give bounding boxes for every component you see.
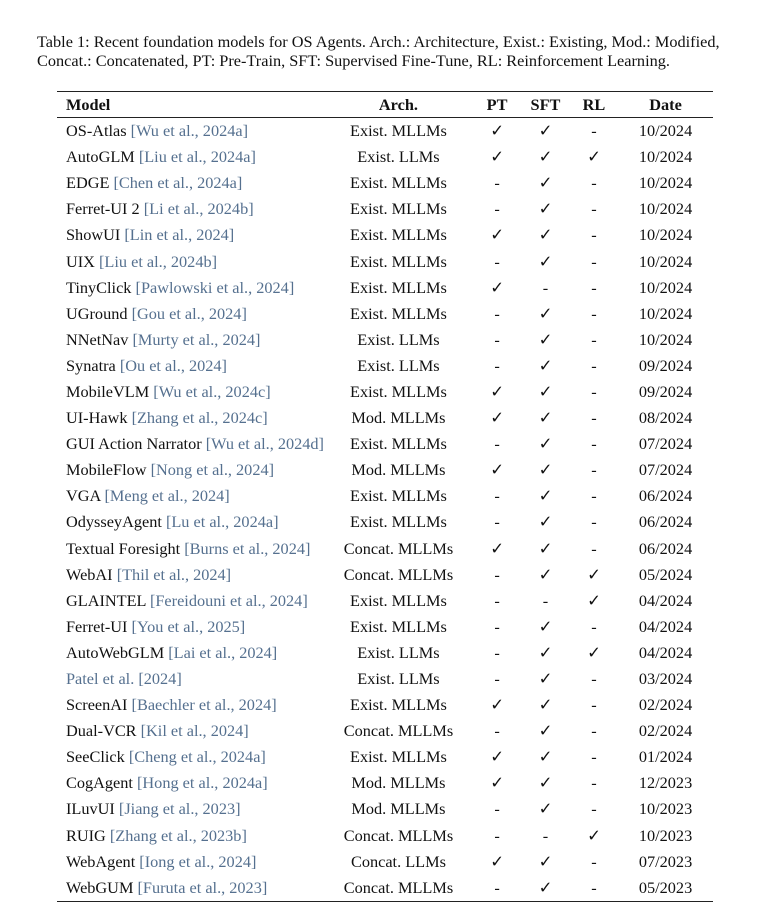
date-cell: 10/2024 [638,329,693,349]
model-cell [57,823,324,849]
header-arch: Arch. [378,94,418,114]
model-cell [57,640,324,666]
citation-link[interactable]: [Murty et al., 2024] [132,329,261,349]
pt-cell: - [494,669,500,689]
table-row [57,692,713,718]
sft-cell: ✓ [538,173,553,193]
sft-cell: ✓ [538,877,553,897]
model-cell [57,483,324,509]
rl-cell: - [591,877,597,897]
date-cell: 02/2024 [638,695,693,715]
rl-cell: - [591,773,597,793]
table-row [57,614,713,640]
model-name: GUI Action Narrator [66,434,206,454]
arch-cell: Exist. MLLMs [350,695,447,715]
pt-cell: ✓ [490,695,504,715]
pt-cell: ✓ [490,460,504,480]
model-name: WebAgent [66,851,140,871]
sft-cell: ✓ [538,303,553,323]
table-row [57,379,713,405]
table-caption: Table 1: Recent foundation models for OS Agents. Arch.: Architecture, Exist.: Existing, Mod.: Modified, Concat.: Concatenated, PT: Pre-Train, SFT: Supervised Fine-Tune, RL: Reinforcement Learning. [37,32,720,70]
header-date: Date [649,94,682,114]
rl-cell: ✓ [587,590,601,610]
citation-link[interactable]: [Pawlowski et al., 2024] [135,277,295,297]
citation-link[interactable]: [Lu et al., 2024a] [165,512,279,532]
sft-cell: ✓ [538,564,553,584]
table-row [57,222,713,248]
pt-cell: - [494,877,500,897]
model-cell [57,744,324,770]
citation-link[interactable]: [Meng et al., 2024] [104,486,230,506]
table-row [57,744,713,770]
rl-cell: ✓ [587,147,601,167]
pt-cell: ✓ [490,747,504,767]
rl-cell: - [591,747,597,767]
header-pt: PT [486,94,508,114]
citation-link[interactable]: [Burns et al., 2024] [184,538,311,558]
table-row [57,327,713,353]
pt-cell: ✓ [490,381,504,401]
table-row [57,770,713,796]
arch-cell: Exist. LLMs [357,147,440,167]
sft-cell: ✓ [538,799,553,819]
citation-link[interactable]: [Li et al., 2024b] [143,199,254,219]
table-row [57,301,713,327]
table-row [57,118,713,145]
date-cell: 10/2023 [638,799,693,819]
sft-cell: - [542,825,549,845]
arch-cell: Exist. MLLMs [350,616,447,636]
model-cell [57,170,324,196]
model-cell [57,431,324,457]
pt-cell: ✓ [490,147,504,167]
model-name: OS-Atlas [66,121,131,141]
model-cell [57,327,324,353]
date-cell: 09/2024 [638,381,693,401]
rl-cell: - [591,799,597,819]
date-cell: 06/2024 [638,538,693,558]
model-cell [57,248,324,274]
rl-cell: - [591,538,597,558]
pt-cell: - [494,799,500,819]
sft-cell: ✓ [538,251,553,271]
model-name: AutoWebGLM [66,642,169,662]
table-row [57,405,713,431]
sft-cell: - [542,277,549,297]
pt-cell: ✓ [490,851,504,871]
arch-cell: Exist. MLLMs [350,434,447,454]
rl-cell: - [591,851,597,871]
citation-link[interactable]: [Chen et al., 2024a] [113,173,243,193]
model-cell [57,796,324,822]
citation-link[interactable]: [Hong et al., 2024a] [137,773,268,793]
model-cell [57,196,324,222]
rl-cell: - [591,434,597,454]
citation-link[interactable]: [Liu et al., 2024b] [99,251,218,271]
pt-cell: - [494,434,500,454]
date-cell: 03/2024 [638,669,693,689]
table-row [57,536,713,562]
date-cell: 06/2024 [638,486,693,506]
rl-cell: - [591,460,597,480]
pt-cell: - [494,616,500,636]
rl-cell: - [591,721,597,741]
model-name: MobileFlow [66,460,151,480]
citation-link[interactable]: [Kil et al., 2024] [140,721,249,741]
table-row [57,666,713,692]
model-cell [57,222,324,248]
sft-cell: ✓ [538,381,553,401]
model-cell [57,614,324,640]
date-cell: 01/2024 [638,747,693,767]
arch-cell: Exist. MLLMs [350,486,447,506]
citation-link[interactable]: [Iong et al., 2024] [139,851,257,871]
sft-cell: ✓ [538,669,553,689]
citation-link[interactable]: [Baechler et al., 2024] [131,695,277,715]
pt-cell: - [494,564,500,584]
model-name: Synatra [66,355,120,375]
pt-cell: ✓ [490,277,504,297]
pt-cell: - [494,721,500,741]
arch-cell: Mod. MLLMs [351,773,446,793]
pt-cell: ✓ [490,408,504,428]
model-name: Dual-VCR [66,721,141,741]
pt-cell: ✓ [490,538,504,558]
model-name: NNetNav [66,329,133,349]
date-cell: 07/2024 [638,434,693,454]
model-cell [57,405,324,431]
rl-cell: - [591,225,597,245]
table-row [57,431,713,457]
model-name: WebAI [66,564,117,584]
rl-cell: - [591,199,597,219]
sft-cell: ✓ [538,721,553,741]
rl-cell: ✓ [587,642,601,662]
pt-cell: - [494,303,500,323]
arch-cell: Exist. LLMs [357,669,440,689]
model-cell [57,692,324,718]
model-name: WebGUM [66,877,138,897]
rl-cell: - [591,669,597,689]
sft-cell: ✓ [538,408,553,428]
rl-cell: ✓ [587,564,601,584]
pt-cell: - [494,642,500,662]
table-row [57,588,713,614]
rl-cell: - [591,251,597,271]
arch-cell: Exist. LLMs [357,329,440,349]
citation-link[interactable]: [You et al., 2025] [131,616,246,636]
rl-cell: - [591,486,597,506]
sft-cell: ✓ [538,747,553,767]
model-cell [57,770,324,796]
model-cell [57,509,324,535]
date-cell: 10/2024 [638,303,693,323]
table-row [57,875,713,902]
date-cell: 04/2024 [638,590,693,610]
model-name: Ferret-UI [66,616,132,636]
rl-cell: - [591,329,597,349]
citation-link[interactable]: [Nong et al., 2024] [150,460,275,480]
sft-cell: ✓ [538,851,553,871]
date-cell: 07/2024 [638,460,693,480]
model-name: UIX [66,251,100,271]
arch-cell: Exist. MLLMs [350,251,447,271]
date-cell: 10/2023 [638,825,693,845]
arch-cell: Exist. MLLMs [350,303,447,323]
rl-cell: - [591,277,597,297]
date-cell: 05/2024 [638,564,693,584]
citation-link[interactable]: [Gou et al., 2024] [131,303,247,323]
sft-cell: ✓ [538,695,553,715]
arch-cell: Mod. MLLMs [351,460,446,480]
model-cell [57,562,324,588]
sft-cell: ✓ [538,486,553,506]
model-name: ScreenAI [66,695,132,715]
arch-cell: Concat. MLLMs [343,538,454,558]
model-cell [57,536,324,562]
pt-cell: - [494,173,500,193]
date-cell: 10/2024 [638,225,693,245]
arch-cell: Exist. MLLMs [350,512,447,532]
citation-link[interactable]: [Jiang et al., 2023] [118,799,241,819]
model-cell [57,666,324,692]
pt-cell: - [494,355,500,375]
sft-cell: ✓ [538,642,553,662]
arch-cell: Exist. MLLMs [350,225,447,245]
arch-cell: Mod. MLLMs [351,408,446,428]
table-row [57,353,713,379]
citation-link[interactable]: [Cheng et al., 2024a] [128,747,266,767]
sft-cell: ✓ [538,512,553,532]
model-cell [57,875,324,902]
date-cell: 04/2024 [638,616,693,636]
model-name: EDGE [66,173,114,193]
sft-cell: ✓ [538,121,553,141]
sft-cell: ✓ [538,355,553,375]
sft-cell: ✓ [538,616,553,636]
date-cell: 10/2024 [638,277,693,297]
pt-cell: - [494,329,500,349]
model-name: RUIG [66,825,110,845]
citation-link[interactable]: [Ou et al., 2024] [119,355,227,375]
header-model: Model [66,94,111,114]
table-row [57,196,713,222]
rl-cell: - [591,355,597,375]
pt-cell: - [494,825,500,845]
table-row [57,562,713,588]
model-cell [57,144,324,170]
date-cell: 05/2023 [638,877,693,897]
date-cell: 04/2024 [638,642,693,662]
sft-cell: ✓ [538,434,553,454]
citation-link[interactable]: [Fereidouni et al., 2024] [149,590,308,610]
header-rl: RL [582,94,606,114]
date-cell: 02/2024 [638,721,693,741]
table-row [57,823,713,849]
table-row [57,640,713,666]
sft-cell: ✓ [538,199,553,219]
arch-cell: Concat. MLLMs [343,564,454,584]
foundation-models-table [57,91,713,902]
date-cell: 06/2024 [638,512,693,532]
sft-cell: ✓ [538,460,553,480]
arch-cell: Concat. MLLMs [343,825,454,845]
model-name: UGround [66,303,132,323]
arch-cell: Exist. LLMs [357,355,440,375]
model-name: SeeClick [66,747,129,767]
citation-link[interactable]: [Furuta et al., 2023] [137,877,268,897]
table-row [57,718,713,744]
model-name: TinyClick [66,277,136,297]
arch-cell: Exist. MLLMs [350,381,447,401]
date-cell: 09/2024 [638,355,693,375]
model-cell [57,301,324,327]
rl-cell: - [591,121,597,141]
pt-cell: - [494,199,500,219]
rl-cell: - [591,173,597,193]
model-name: OdysseyAgent [66,512,166,532]
sft-cell: ✓ [538,773,553,793]
sft-cell: - [542,590,549,610]
arch-cell: Exist. LLMs [357,642,440,662]
sft-cell: ✓ [538,225,553,245]
model-name: AutoGLM [66,147,139,167]
table-header-row [57,92,713,118]
date-cell: 10/2024 [638,199,693,219]
table-row [57,457,713,483]
citation-link[interactable]: [Lin et al., 2024] [124,225,235,245]
table-row [57,248,713,274]
model-cell [57,457,324,483]
model-name: UI-Hawk [66,408,132,428]
date-cell: 07/2023 [638,851,693,871]
model-name: MobileVLM [66,381,154,401]
arch-cell: Concat. LLMs [350,851,446,871]
pt-cell: ✓ [490,773,504,793]
citation-link[interactable]: [Zhang et al., 2023b] [109,825,247,845]
date-cell: 08/2024 [638,408,693,428]
citation-link[interactable]: [Wu et al., 2024d] [205,434,324,454]
sft-cell: ✓ [538,538,553,558]
table-row [57,170,713,196]
date-cell: 10/2024 [638,121,693,141]
citation-link[interactable]: [Lai et al., 2024] [168,642,278,662]
date-cell: 10/2024 [638,173,693,193]
model-name: ILuvUI [66,799,119,819]
arch-cell: Concat. MLLMs [343,877,454,897]
model-cell [57,849,324,875]
rl-cell: - [591,303,597,323]
arch-cell: Exist. MLLMs [350,173,447,193]
date-cell: 10/2024 [638,251,693,271]
citation-link[interactable]: Patel et al. [2024] [66,669,182,689]
arch-cell: Exist. MLLMs [350,590,447,610]
arch-cell: Exist. MLLMs [350,277,447,297]
rl-cell: - [591,695,597,715]
sft-cell: ✓ [538,147,553,167]
arch-cell: Exist. MLLMs [350,199,447,219]
model-name: VGA [66,486,105,506]
table-row [57,483,713,509]
model-name: Ferret-UI 2 [66,199,144,219]
model-cell [57,353,324,379]
rl-cell: - [591,616,597,636]
table-row [57,849,713,875]
table-row [57,509,713,535]
pt-cell: ✓ [490,121,504,141]
model-name: CogAgent [66,773,137,793]
date-cell: 12/2023 [638,773,693,793]
model-cell [57,718,324,744]
arch-cell: Exist. MLLMs [350,747,447,767]
citation-link[interactable]: [Zhang et al., 2024c] [131,408,268,428]
citation-link[interactable]: [Wu et al., 2024a] [130,121,249,141]
table-row [57,144,713,170]
model-cell [57,118,324,145]
rl-cell: - [591,408,597,428]
citation-link[interactable]: [Wu et al., 2024c] [153,381,271,401]
pt-cell: - [494,251,500,271]
model-cell [57,275,324,301]
model-cell [57,379,324,405]
model-name: Textual Foresight [66,538,185,558]
pt-cell: - [494,486,500,506]
citation-link[interactable]: [Thil et al., 2024] [116,564,232,584]
table-row [57,275,713,301]
table-row [57,796,713,822]
model-name: GLAINTEL [66,590,150,610]
rl-cell: - [591,381,597,401]
arch-cell: Concat. MLLMs [343,721,454,741]
sft-cell: ✓ [538,329,553,349]
model-name: ShowUI [66,225,125,245]
header-sft: SFT [530,94,561,114]
pt-cell: - [494,512,500,532]
rl-cell: - [591,512,597,532]
citation-link[interactable]: [Liu et al., 2024a] [138,147,256,167]
date-cell: 10/2024 [638,147,693,167]
rl-cell: ✓ [587,825,601,845]
model-cell [57,588,324,614]
pt-cell: ✓ [490,225,504,245]
arch-cell: Exist. MLLMs [350,121,447,141]
pt-cell: - [494,590,500,610]
arch-cell: Mod. MLLMs [351,799,446,819]
